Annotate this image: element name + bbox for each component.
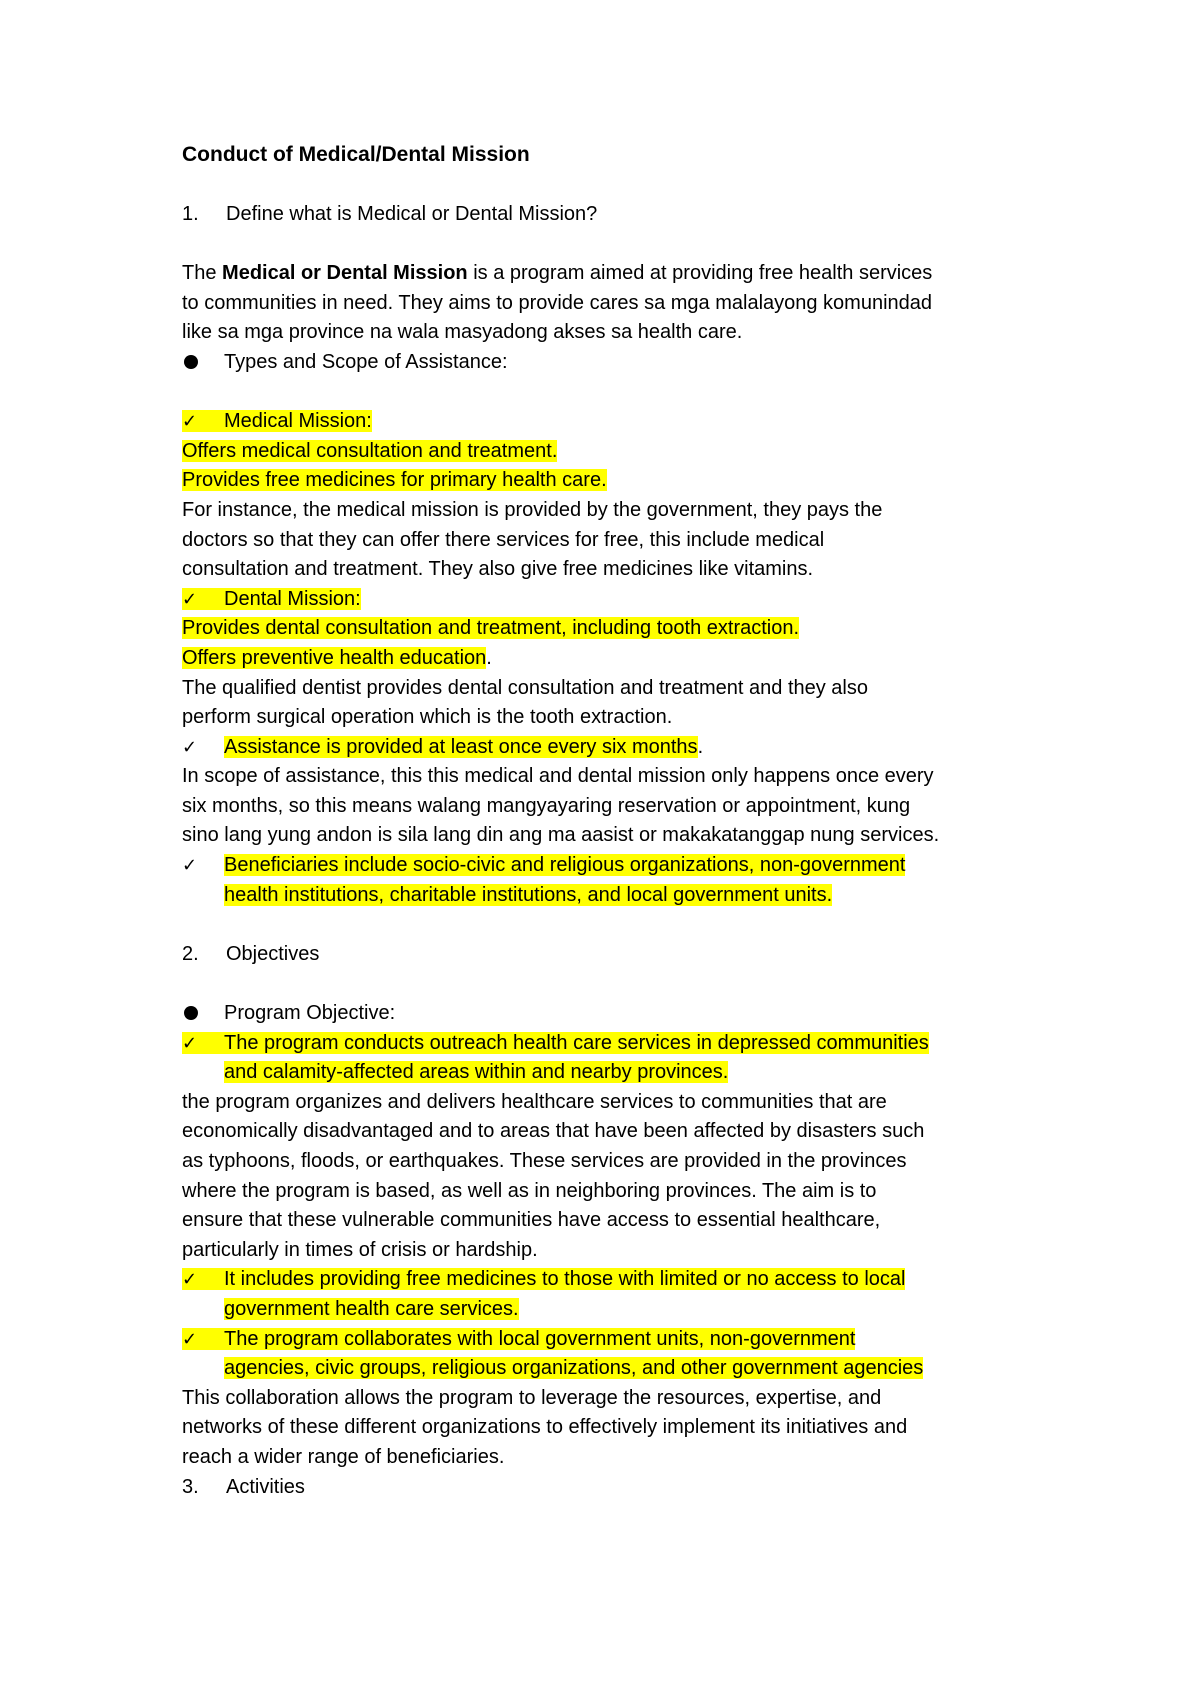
- dental-highlight-2: [182, 644, 1082, 674]
- medical-heading-text: Medical Mission:: [224, 410, 372, 433]
- objective-1-paragraph-1: the program organizes and delivers healthcare services to communities that are: [182, 1090, 887, 1113]
- question-text: Activities: [226, 1475, 305, 1498]
- objective-1-paragraph-5: ensure that these vulnerable communities have access to essential healthcare,: [182, 1209, 881, 1232]
- question-2: [182, 940, 1082, 970]
- highlight-text: government health care services.: [224, 1297, 519, 1320]
- intro-line-2: to communities in need. They aims to provide cares sa mga malalayong komunindad: [182, 291, 933, 314]
- medical-paragraph-2: doctors so that they can offer there services for free, this include medical: [182, 528, 825, 551]
- intro-pre: The: [182, 262, 223, 285]
- document-page: [182, 140, 1082, 1502]
- period: .: [486, 646, 492, 669]
- question-3: [182, 1473, 1082, 1503]
- intro-post: is a program aimed at providing free health services: [467, 262, 933, 285]
- highlight-text: It includes providing free medicines to those with limited or no access to local: [224, 1268, 906, 1291]
- objective-1-paragraph-2: economically disadvantaged and to areas that have been affected by disasters such: [182, 1120, 925, 1143]
- medical-paragraph-1: For instance, the medical mission is provided by the government, they pays the: [182, 498, 883, 521]
- objective-2-item: [182, 1265, 1082, 1295]
- highlight-text: Assistance is provided at least once every six months: [224, 735, 698, 758]
- beneficiaries-item: [182, 851, 1082, 881]
- intro-bold: Medical or Dental Mission: [222, 262, 468, 285]
- check-mark-icon: ✓: [182, 1269, 198, 1291]
- objective-3-item: [182, 1325, 1082, 1355]
- dental-highlight-1: [182, 614, 1082, 644]
- check-mark-icon: ✓: [182, 411, 198, 433]
- dental-heading-text: Dental Mission:: [224, 587, 361, 610]
- objective-1-paragraph-6: particularly in times of crisis or hardship.: [182, 1238, 538, 1261]
- objective-3-paragraph-3: reach a wider range of beneficiaries.: [182, 1445, 505, 1468]
- objective-1-item: [182, 1029, 1082, 1059]
- objective-2-item-cont: [182, 1295, 1082, 1325]
- intro-line-1: [182, 259, 1082, 289]
- objective-1-item-cont: [182, 1058, 1082, 1088]
- assistance-item: [182, 733, 1082, 763]
- medical-highlight-1: [182, 437, 1082, 467]
- question-1: [182, 200, 1082, 230]
- bullet-dot-icon: [184, 1006, 198, 1020]
- bullet-text: Types and Scope of Assistance:: [224, 350, 508, 373]
- assistance-paragraph-3: sino lang yung andon is sila lang din ang ma aasist or makakatanggap nung services.: [182, 824, 940, 847]
- objective-3-paragraph-1: This collaboration allows the program to leverage the resources, expertise, and: [182, 1386, 882, 1409]
- dental-heading: [182, 585, 1082, 615]
- check-mark-icon: ✓: [182, 1328, 198, 1350]
- assistance-paragraph-2: six months, so this means walang mangyayaring reservation or appointment, kung: [182, 794, 911, 817]
- bullet-text: Program Objective:: [224, 1002, 396, 1025]
- check-mark-icon: ✓: [182, 736, 198, 758]
- medical-highlight-2: [182, 466, 1082, 496]
- objective-3-item-cont: [182, 1354, 1082, 1384]
- document-title: Conduct of Medical/Dental Mission: [182, 143, 530, 166]
- highlight-text: agencies, civic groups, religious organizations, and other government agencies: [224, 1357, 924, 1380]
- highlight-text: health institutions, charitable institutions, and local government units.: [224, 883, 833, 906]
- period: .: [697, 735, 704, 758]
- objective-3-paragraph-2: networks of these different organizations to effectively implement its initiatives and: [182, 1416, 908, 1439]
- check-mark-icon: ✓: [182, 855, 198, 877]
- bullet-program: [182, 999, 1082, 1029]
- beneficiaries-item-cont: [182, 881, 1082, 911]
- check-mark-icon: ✓: [182, 1032, 198, 1054]
- list-number: 2.: [182, 942, 199, 965]
- highlight-text: The program collaborates with local government units, non-government: [224, 1327, 856, 1350]
- highlight-text: The program conducts outreach health care services in depressed communities: [224, 1031, 929, 1054]
- list-number: 3.: [182, 1475, 199, 1498]
- check-mark-icon: ✓: [182, 588, 198, 610]
- dental-paragraph-2: perform surgical operation which is the tooth extraction.: [182, 706, 673, 729]
- highlight-text: Offers medical consultation and treatment.: [182, 439, 558, 462]
- highlight-text: Provides free medicines for primary health care.: [182, 469, 607, 492]
- question-text: Define what is Medical or Dental Mission?: [226, 203, 598, 225]
- assistance-paragraph-1: In scope of assistance, this this medical and dental mission only happens once every: [182, 765, 934, 788]
- dental-paragraph-1: The qualified dentist provides dental consultation and treatment and they also: [182, 676, 868, 699]
- bullet-types: [182, 348, 1082, 378]
- objective-1-paragraph-4: where the program is based, as well as in neighboring provinces. The aim is to: [182, 1179, 877, 1202]
- highlight-text: and calamity-affected areas within and nearby provinces.: [224, 1061, 729, 1084]
- objective-1-paragraph-3: as typhoons, floods, or earthquakes. These services are provided in the provinces: [182, 1150, 907, 1172]
- highlight-text: Provides dental consultation and treatment, including tooth extraction.: [182, 617, 800, 640]
- intro-line-3: like sa mga province na wala masyadong akses sa health care.: [182, 321, 743, 344]
- medical-heading: [182, 407, 1082, 437]
- question-text: Objectives: [226, 942, 320, 965]
- bullet-dot-icon: [184, 355, 198, 369]
- list-number: 1.: [182, 203, 199, 225]
- highlight-text: Beneficiaries include socio-civic and religious organizations, non-government: [224, 854, 906, 877]
- medical-paragraph-3: consultation and treatment. They also give free medicines like vitamins.: [182, 558, 814, 581]
- highlight-text: Offers preventive health education: [182, 646, 487, 669]
